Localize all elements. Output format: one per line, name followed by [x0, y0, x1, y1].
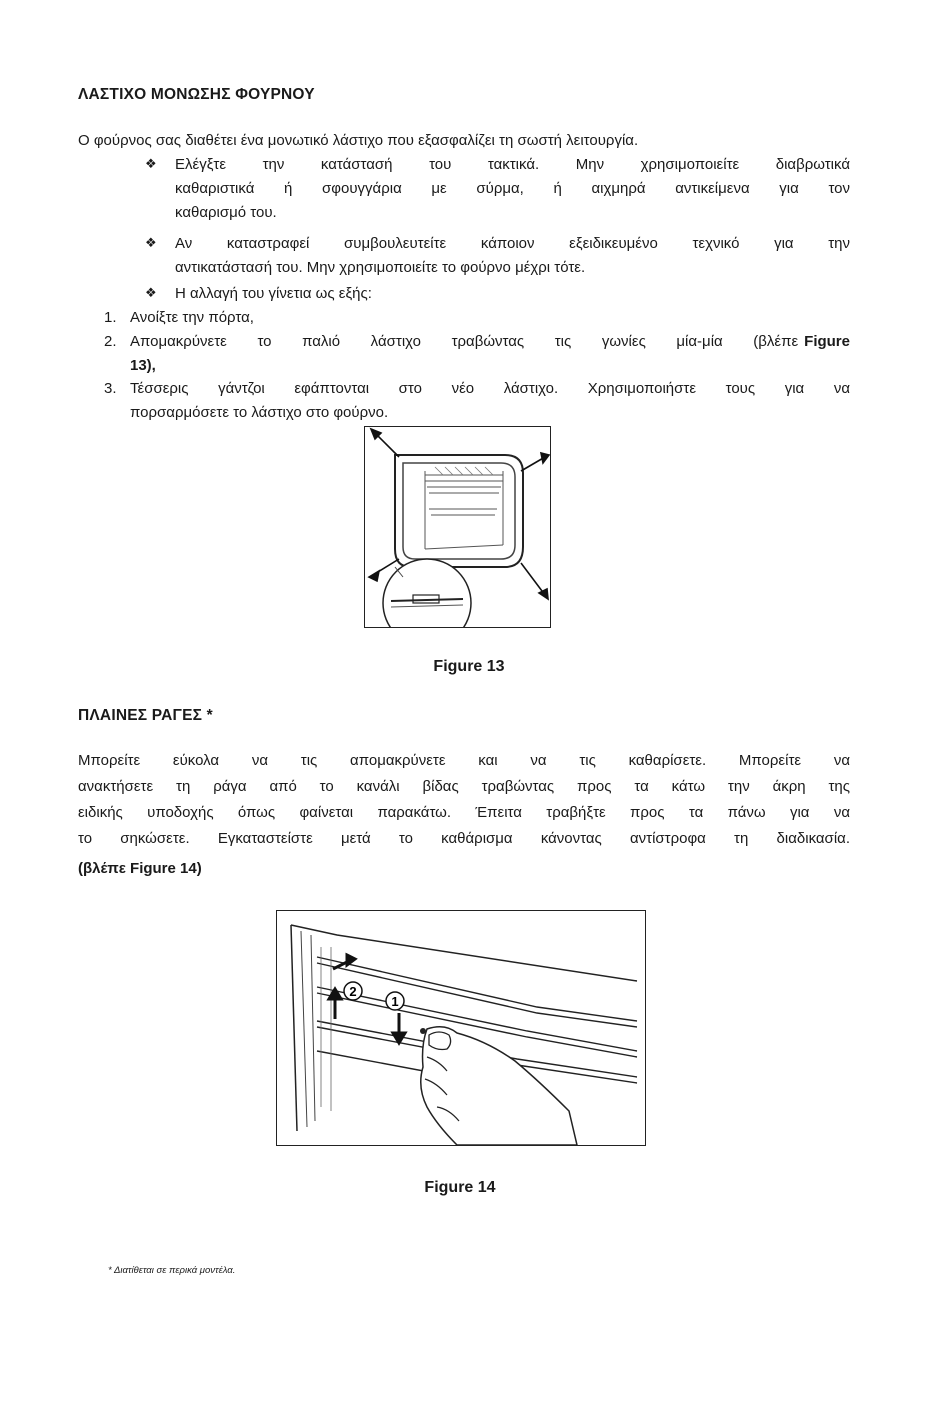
footnote: * Διατίθεται σε περικά μοντέλα.: [108, 1265, 236, 1276]
bullet-1-line-2: καθαριστικά ή σφουγγάρια με σύρμα, ή αιχμηρά αντικείμενα για τον: [175, 180, 850, 197]
step-2-text: Απομακρύνετε το παλιό λάστιχο τραβώντας τις γωνίες μία-μία (βλέπε: [130, 333, 799, 350]
bullet-icon: ❖: [145, 285, 157, 300]
section-title-side-rails: ΠΛΑΙΝΕΣ ΡΑΓΕΣ *: [78, 707, 213, 724]
bullet-2-line-2: αντικατάστασή του. Μην χρησιμοποιείτε το φούρνο μέχρι τότε.: [175, 259, 586, 276]
bullet-3-line-1: Η αλλαγή του γίνετια ως εξής:: [175, 285, 372, 302]
bullet-2-line-1: Αν καταστραφεί συμβουλευτείτε κάποιον εξειδικευμένο τεχνικό για την: [175, 235, 850, 252]
bullet-icon: ❖: [145, 156, 157, 171]
step-number: 1.: [104, 309, 117, 326]
rails-line-3: ειδικής υποδοχής όπως φαίνεται παρακάτω. Έπειτα τραβήξτε προς τα πάνω για να: [78, 804, 850, 821]
section-title-gasket: ΛΑΣΤΙΧΟ ΜΟΝΩΣΗΣ ΦΟΥΡΝΟΥ: [78, 86, 315, 103]
figure-13-oven-gasket: [364, 426, 551, 628]
rails-line-1: Μπορείτε εύκολα να τις απομακρύνετε και να τις καθαρίσετε. Μπορείτε να: [78, 752, 850, 769]
figure-14-side-rails: [276, 910, 646, 1146]
side-rail-removal-illustration: [277, 911, 645, 1145]
step-number: 2.: [104, 333, 117, 350]
figure-13-caption: Figure 13: [433, 658, 505, 675]
bullet-1-line-3: καθαρισμό του.: [175, 204, 277, 221]
step-number: 3.: [104, 380, 117, 397]
figure-14-caption: Figure 14: [424, 1179, 496, 1196]
oven-door-gasket-illustration: [365, 427, 550, 627]
step-2-line-1: [130, 330, 850, 354]
fig-label-1: 1: [391, 994, 399, 1009]
step-3-line-1: Τέσσερις γάντζοι εφάπτονται στο νέο λάστιχο. Χρησιμοποιήστε τους για να: [130, 380, 850, 397]
rails-line-2: ανακτήσετε τη ράγα από το κανάλι βίδας τραβώντας προς τα κάτω την άκρη της: [78, 778, 850, 795]
intro-text: Ο φούρνος σας διαθέτει ένα μονωτικό λάστιχο που εξασφαλίζει τη σωστή λειτουργία.: [78, 132, 639, 149]
rails-figure-ref: [78, 857, 202, 881]
step-3-line-2: πορσαρμόσετε το λάστιχο στο φούρνο.: [130, 404, 389, 421]
rails-line-4: το σηκώσετε. Εγκαταστείστε μετά το καθάρισμα κάνοντας αντίστροφα τη διαδικασία.: [78, 830, 850, 847]
bullet-1-line-1: Ελέγξτε την κατάστασή του τακτικά. Μην χρησιμοποιείτε διαβρωτικά: [175, 156, 850, 173]
ref-bold: Figure 14): [130, 860, 202, 877]
ref-prefix: (βλέπε: [78, 860, 131, 877]
bullet-icon: ❖: [145, 235, 157, 250]
step-1-text: Ανοίξτε την πόρτα,: [130, 309, 254, 326]
figure-ref: Figure: [804, 333, 850, 350]
fig-label-2: 2: [349, 984, 357, 999]
step-2-line-2: 13),: [130, 357, 156, 374]
